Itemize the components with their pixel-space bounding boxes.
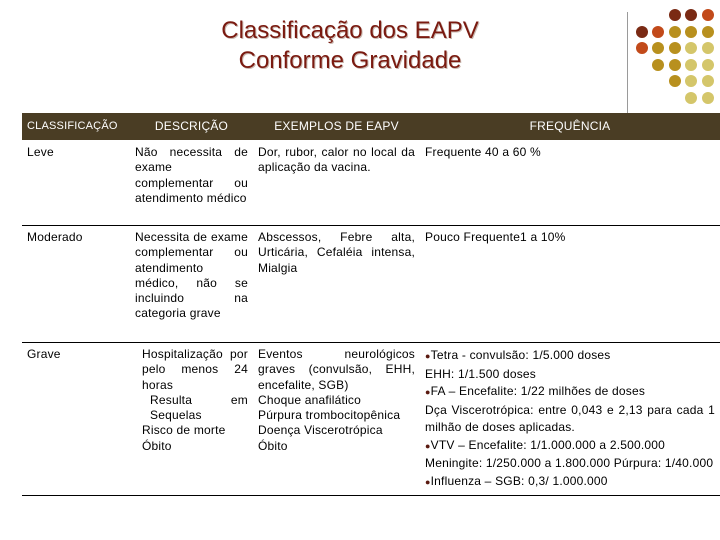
cell-frequencia: Frequente 40 a 60 %: [420, 141, 720, 226]
header-frequencia: FREQUÊNCIA: [420, 113, 720, 141]
decorative-dot: [652, 59, 664, 71]
descricao-line: Óbito: [142, 438, 172, 453]
header-exemplos: EXEMPLOS DE EAPV: [253, 113, 420, 141]
cell-exemplos: Dor, rubor, calor no local da aplicação da vacina.: [253, 141, 420, 226]
decorative-dot: [685, 9, 697, 21]
header-descricao: DESCRIÇÃO: [130, 113, 253, 141]
frequencia-line: [425, 473, 715, 492]
cell-classificacao: Moderado: [22, 226, 130, 343]
descricao-line: Risco de morte: [142, 423, 226, 438]
bullet-icon: ●: [425, 387, 431, 397]
exemplo-line: Doença Viscerotrópica: [258, 423, 383, 438]
slide-title: [120, 16, 580, 76]
decorative-dot: [636, 42, 648, 54]
frequencia-line: [425, 383, 715, 402]
exemplo-line: Óbito: [258, 438, 288, 453]
frequencia-line: [425, 437, 715, 456]
bullet-icon: ●: [425, 351, 431, 361]
exemplo-line: Púrpura trombocitopênica: [258, 408, 401, 423]
frequencia-text: Dça Viscerotrópica: entre 0,043 e 2,13 para cada 1 milhão de doses aplicadas.: [425, 402, 715, 434]
decorative-dot: [669, 9, 681, 21]
bullet-icon: ●: [425, 476, 431, 487]
title-line-1: Classificação dos EAPV: [221, 17, 479, 44]
decorative-dot: [702, 75, 714, 87]
decorative-dot: [669, 75, 681, 87]
title-line-2: Conforme Gravidade: [238, 47, 462, 74]
decorative-dot: [685, 26, 697, 38]
decorative-dot: [702, 9, 714, 21]
frequencia-text: VTV – Encefalite: 1/1.000.000 a 2.500.000: [430, 437, 666, 452]
cell-exemplos: Abscessos, Febre alta, Urticária, Cefaléia intensa, Mialgia: [253, 226, 420, 343]
decorative-dot-grid: [640, 9, 720, 109]
decorative-divider: [627, 12, 628, 120]
frequencia-text: Tetra - convulsão: 1/5.000 doses: [430, 348, 611, 362]
cell-frequencia: Pouco Frequente1 a 10%: [420, 226, 720, 343]
cell-descricao: Necessita de exame complementar ou atendimento médico, não se incluindo na categoria grave: [130, 226, 253, 343]
cell-classificacao: Leve: [22, 141, 130, 226]
decorative-dot: [652, 26, 664, 38]
frequencia-text: Influenza – SGB: 0,3/ 1.000.000: [430, 473, 608, 488]
decorative-dot: [636, 26, 648, 38]
decorative-dot: [702, 59, 714, 71]
table-row-moderado: [22, 226, 720, 343]
frequencia-text: Meningite: 1/250.000 a 1.800.000 Púrpura: 1/40.000: [425, 456, 714, 470]
decorative-dot: [685, 59, 697, 71]
decorative-dot: [702, 92, 714, 104]
table-header-row: [22, 113, 720, 141]
decorative-dot: [685, 42, 697, 54]
exemplo-line: Eventos neurológicos graves (convulsão, EHH, encefalite, SGB): [258, 347, 415, 392]
table-row-grave: [22, 343, 720, 496]
cell-descricao: Não necessita de exame complementar ou atendimento médico: [130, 141, 253, 226]
cell-descricao: [130, 343, 253, 496]
severity-table: [22, 113, 720, 496]
decorative-dot: [685, 75, 697, 87]
frequencia-line: [425, 347, 715, 366]
decorative-dot: [669, 59, 681, 71]
decorative-dot: [669, 26, 681, 38]
frequencia-line: [425, 366, 715, 384]
frequencia-text: EHH: 1/1.500 doses: [425, 366, 536, 381]
descricao-line: Resulta em Sequelas: [150, 392, 248, 423]
decorative-dot: [669, 42, 681, 54]
cell-exemplos: [253, 343, 420, 496]
cell-frequencia: [420, 343, 720, 496]
frequencia-text: FA – Encefalite: 1/22 milhões de doses: [430, 384, 646, 398]
descricao-line: Hospitalização por pelo menos 24 horas: [142, 347, 248, 392]
frequencia-line: [425, 402, 715, 437]
cell-classificacao: Grave: [22, 343, 130, 496]
frequencia-line: [425, 455, 715, 473]
exemplo-line: Choque anafilático: [258, 392, 362, 407]
decorative-dot: [652, 42, 664, 54]
table-row-leve: [22, 141, 720, 226]
decorative-dot: [702, 42, 714, 54]
header-classificacao: CLASSIFICAÇÃO: [22, 113, 130, 141]
decorative-dot: [702, 26, 714, 38]
bullet-icon: ●: [425, 440, 431, 451]
decorative-dot: [685, 92, 697, 104]
